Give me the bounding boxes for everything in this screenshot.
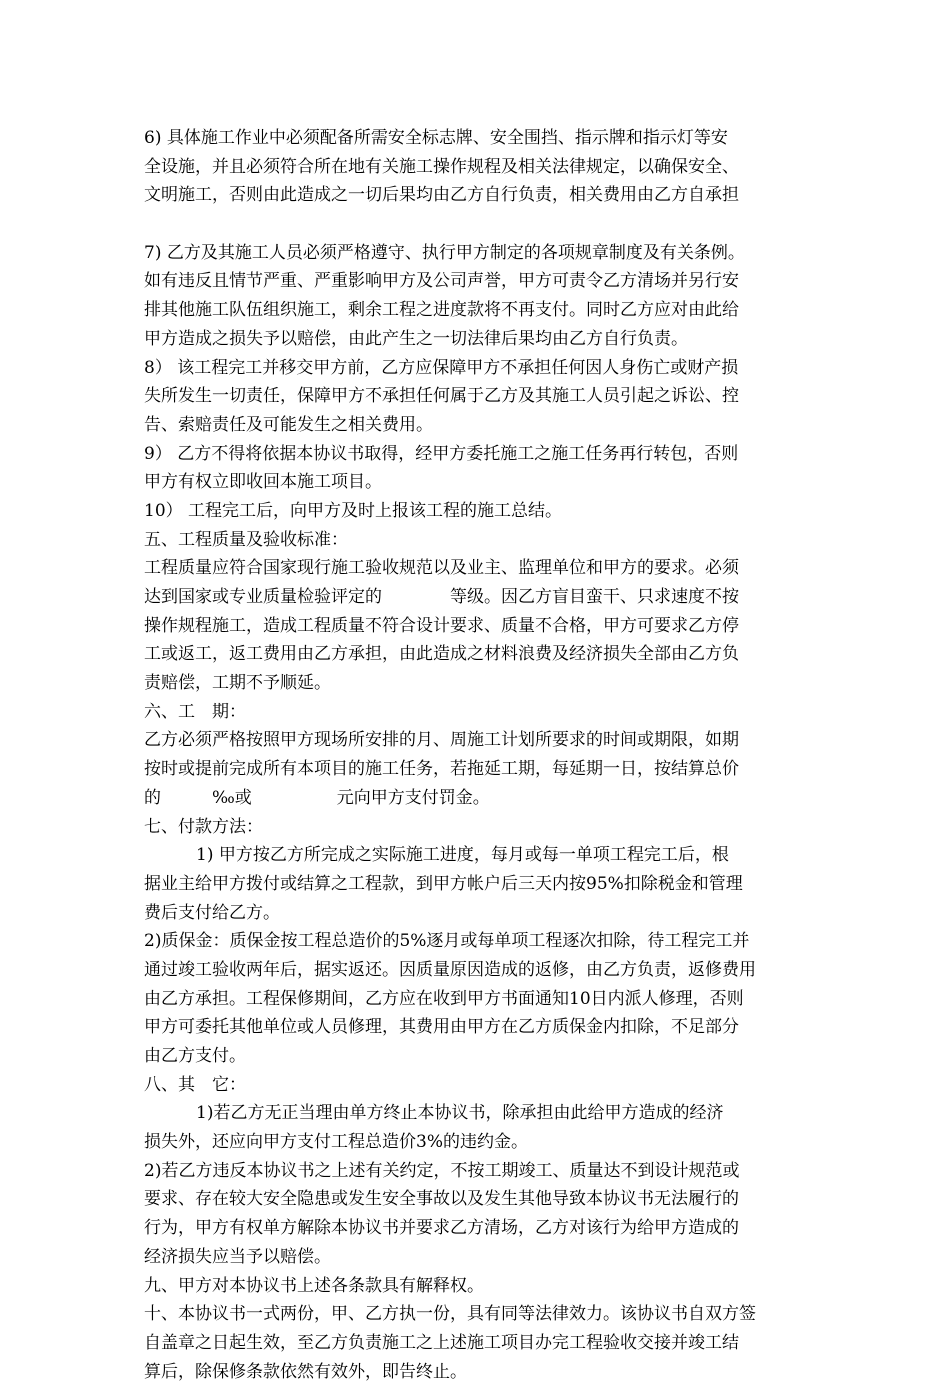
text-line: 达到国家或专业质量检验评定的 等级。因乙方盲目蛮干、只求速度不按: [144, 587, 739, 607]
text-line: 自盖章之日起生效，至乙方负责施工之上述施工项目办完工程验收交接并竣工结: [144, 1332, 739, 1353]
text-line: 乙方必须严格按照甲方现场所安排的月、周施工计划所要求的时间或期限，如期: [144, 730, 739, 751]
text-line: 经济损失应当予以赔偿。: [144, 1246, 331, 1267]
text-line: 文明施工，否则由此造成之一切后果均由乙方自行负责，相关费用由乙方自承担: [144, 185, 739, 206]
text-line: 2)若乙方违反本协议书之上述有关约定，不按工期竣工、质量达不到设计规范或: [144, 1160, 740, 1181]
section-heading: 九、甲方对本协议书上述各条款具有解释权。: [144, 1275, 484, 1296]
text-line: 甲方有权立即收回本施工项目。: [144, 472, 382, 493]
text-line: 算后，除保修条款依然有效外，即告终止。: [144, 1361, 467, 1382]
text-line: 据业主给甲方拨付或结算之工程款，到甲方帐户后三天内按95%扣除税金和管理: [144, 873, 743, 894]
text-line: 1) 甲方按乙方所完成之实际施工进度，每月或每一单项工程完工后，根: [196, 845, 729, 866]
text-line: 工程质量应符合国家现行施工验收规范以及业主、监理单位和甲方的要求。必须: [144, 558, 739, 579]
text-line: 十、本协议书一式两份，甲、乙方执一份，具有同等法律效力。该协议书自双方签: [144, 1304, 756, 1325]
section-heading: 八、其 它：: [144, 1074, 246, 1095]
text-line: 费后支付给乙方。: [144, 902, 280, 923]
text-line: 损失外，还应向甲方支付工程总造价3%的违约金。: [144, 1132, 528, 1153]
text-line: 告、索赔责任及可能发生之相关费用。: [144, 414, 433, 435]
text-line: 甲方可委托其他单位或人员修理，其费用由甲方在乙方质保金内扣除，不足部分: [144, 1017, 739, 1038]
text-line: 由乙方承担。工程保修期间，乙方应在收到甲方书面通知10日内派人修理，否则: [144, 988, 744, 1009]
text-line: 由乙方支付。: [144, 1046, 246, 1066]
text-line: 6) 具体施工作业中必须配备所需安全标志牌、安全围挡、指示牌和指示灯等安: [144, 128, 728, 148]
text-line: 2)质保金：质保金按工程总造价的5%逐月或每单项工程逐次扣除，待工程完工并: [144, 931, 750, 952]
text-line: 10） 工程完工后，向甲方及时上报该工程的施工总结。: [144, 500, 563, 521]
text-line: 操作规程施工，造成工程质量不符合设计要求、质量不合格，甲方可要求乙方停: [144, 615, 739, 636]
text-line: 7) 乙方及其施工人员必须严格遵守、执行甲方制定的各项规章制度及有关条例。: [144, 242, 745, 263]
text-line: 通过竣工验收两年后，据实返还。因质量原因造成的返修，由乙方负责，返修费用: [144, 959, 756, 980]
text-line: 1)若乙方无正当理由单方终止本协议书，除承担由此给甲方造成的经济: [196, 1103, 724, 1124]
section-heading: 五、工程质量及验收标准：: [144, 529, 348, 550]
text-line: 失所发生一切责任，保障甲方不承担任何属于乙方及其施工人员引起之诉讼、控: [144, 386, 739, 407]
text-line: 甲方造成之损失予以赔偿，由此产生之一切法律后果均由乙方自行负责。: [144, 328, 688, 349]
text-line: 排其他施工队伍组织施工，剩余工程之进度款将不再支付。同时乙方应对由此给: [144, 300, 739, 321]
text-line: 全设施，并且必须符合所在地有关施工操作规程及相关法律规定，以确保安全、: [144, 156, 739, 177]
text-line: 要求、存在较大安全隐患或发生安全事故以及发生其他导致本协议书无法履行的: [144, 1189, 739, 1210]
blank-line: [144, 210, 824, 239]
text-line: 8） 该工程完工并移交甲方前，乙方应保障甲方不承担任何因人身伤亡或财产损: [144, 357, 739, 378]
text-line: 按时或提前完成所有本项目的施工任务，若拖延工期，每延期一日，按结算总价: [144, 759, 739, 780]
section-heading: 七、付款方法：: [144, 816, 263, 837]
text-line: 的 ‰或 元向甲方支付罚金。: [144, 787, 490, 808]
text-line: 责赔偿，工期不予顺延。: [144, 673, 331, 694]
text-line: 行为，甲方有权单方解除本协议书并要求乙方清场，乙方对该行为给甲方造成的: [144, 1218, 739, 1239]
text-line: 如有违反且情节严重、严重影响甲方及公司声誉，甲方可责令乙方清场并另行安: [144, 271, 739, 292]
section-heading: 六、工 期：: [144, 701, 246, 722]
text-line: 9） 乙方不得将依据本协议书取得，经甲方委托施工之施工任务再行转包，否则: [144, 443, 739, 464]
document-body: [144, 124, 824, 1386]
text-line: 工或返工，返工费用由乙方承担，由此造成之材料浪费及经济损失全部由乙方负: [144, 644, 739, 665]
